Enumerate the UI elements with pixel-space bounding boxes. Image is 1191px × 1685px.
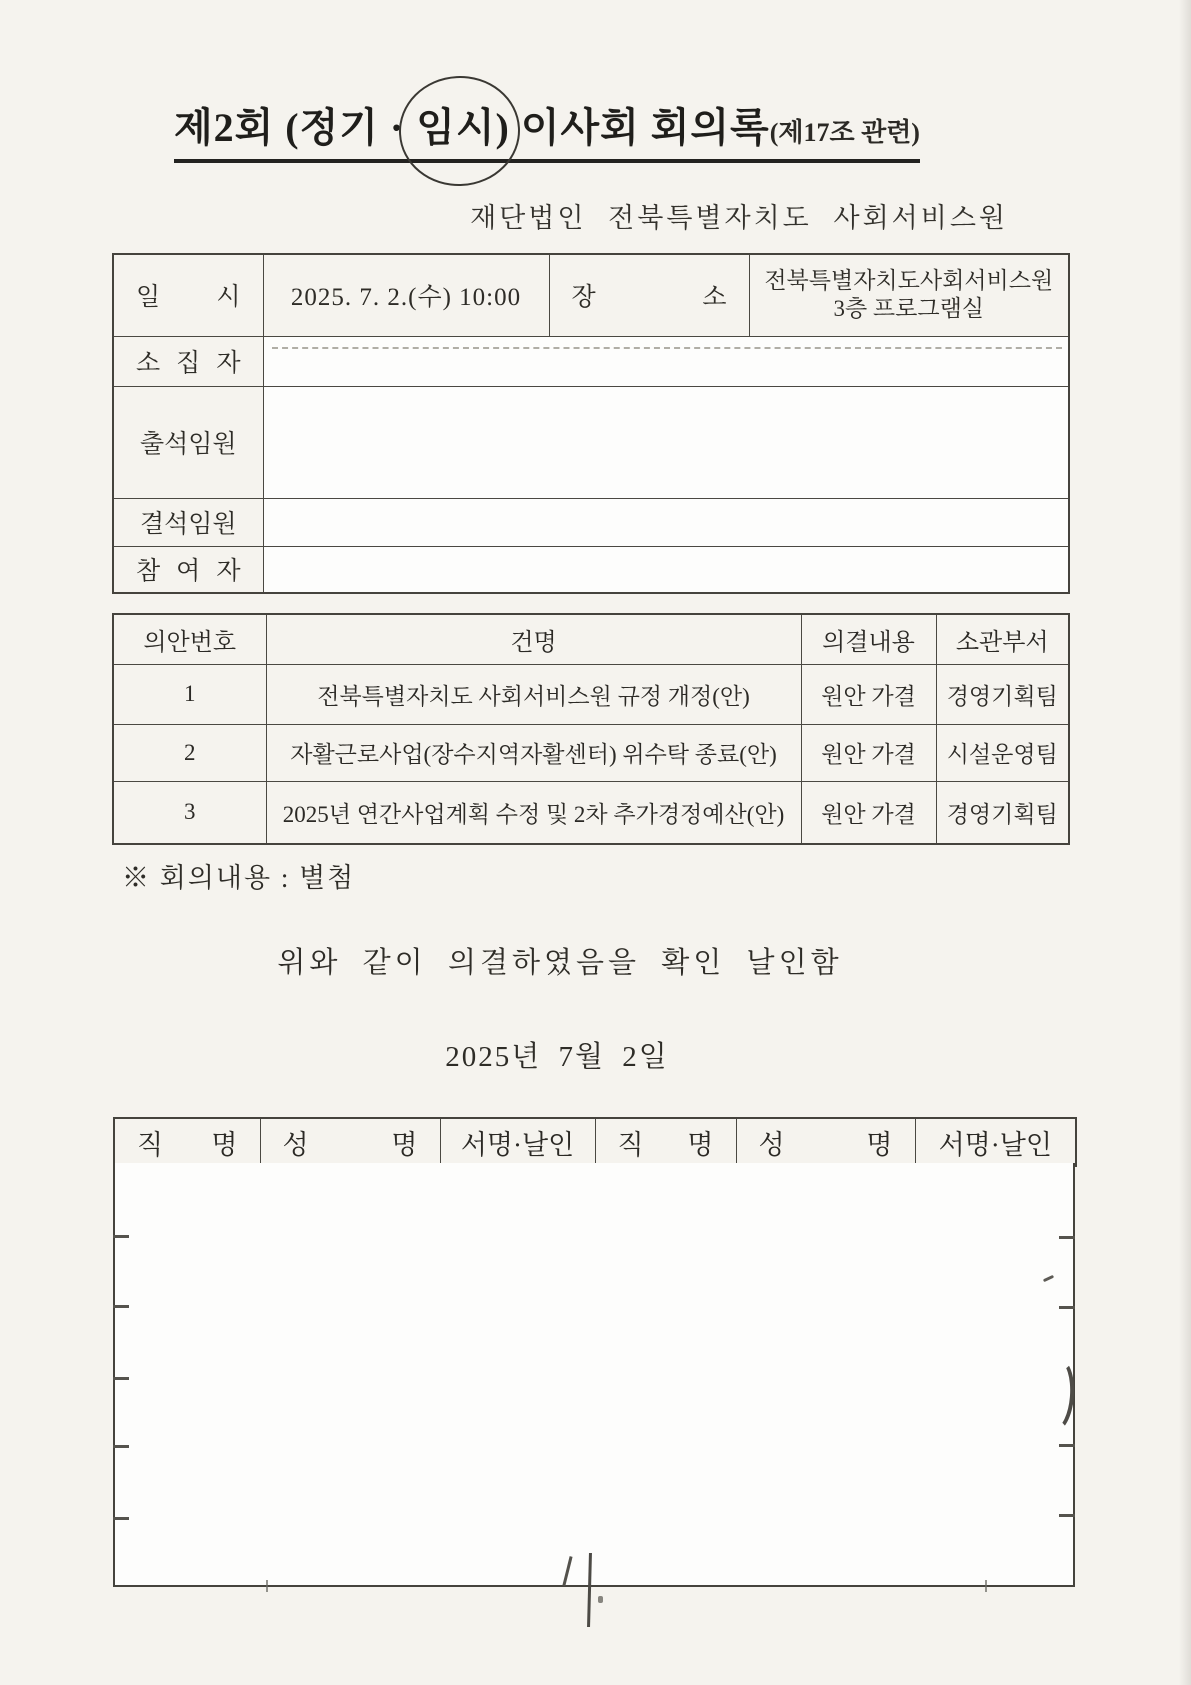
scan-artifact-tick: [113, 1445, 129, 1448]
scan-artifact-nub: [985, 1580, 987, 1592]
meeting-info-table: [112, 253, 1070, 594]
col-header-department: 소관부서: [936, 614, 1069, 664]
title-circled-text: 임시: [416, 105, 496, 150]
scan-artifact-pen-stroke: [587, 1553, 592, 1627]
convener-value-redacted: [263, 336, 1069, 386]
title-article-note: (제17조 관련): [769, 118, 920, 147]
confirmation-statement: 위와 같이 의결하였음을 확인 날인함: [277, 947, 843, 979]
scan-artifact-nub: [266, 1580, 268, 1592]
datetime-label: 일 시: [113, 254, 263, 336]
signature-area-redacted: [113, 1163, 1075, 1587]
col-header-resolution: 의결내용: [801, 614, 936, 664]
col-header-agenda-no: 의안번호: [113, 614, 266, 664]
convener-label: 소 집 자: [113, 336, 263, 386]
table-row: [113, 498, 1069, 546]
scan-artifact-tick: [113, 1517, 129, 1520]
location-line1: 전북특별자치도사회서비스원: [764, 267, 1054, 293]
agenda-header-row: [113, 614, 1069, 664]
page-title: [174, 96, 920, 163]
col-header-agenda-title: 건명: [266, 614, 801, 664]
document-date: 2025년 7월 2일: [445, 1041, 669, 1073]
location-value: [749, 254, 1069, 336]
absent-officers-value-redacted: [263, 498, 1069, 546]
scan-edge-shadow: [1179, 0, 1191, 1685]
participants-label: 참 여 자: [113, 546, 263, 593]
col-header-position-2: 직 명: [595, 1118, 736, 1166]
col-header-name-2: 성 명: [736, 1118, 915, 1166]
attending-officers-label: 출석임원: [113, 386, 263, 498]
table-row: [113, 386, 1069, 498]
datetime-value: 2025. 7. 2.(수) 10:00: [263, 254, 549, 336]
agenda-resolution: 원안 가결: [801, 781, 936, 844]
agenda-table: [112, 613, 1070, 845]
redaction-remnant-dashed-line: [272, 347, 1062, 349]
location-label: 장 소: [549, 254, 749, 336]
absent-officers-label: 결석임원: [113, 498, 263, 546]
table-row: [113, 254, 1069, 336]
scan-artifact-tick: [113, 1305, 129, 1308]
organization-name: 재단법인 전북특별자치도 사회서비스원: [470, 203, 1008, 233]
signature-table: [113, 1117, 1077, 1167]
agenda-no: 3: [113, 781, 266, 844]
col-header-signature-2: 서명·날인: [915, 1118, 1076, 1166]
agenda-department: 시설운영팀: [936, 724, 1069, 781]
scan-artifact-tick: [113, 1377, 129, 1380]
scan-artifact-tick: [1059, 1444, 1075, 1447]
location-line2: 3층 프로그램실: [833, 296, 985, 322]
agenda-resolution: 원안 가결: [801, 724, 936, 781]
scan-artifact-tick: [113, 1235, 129, 1238]
scan-artifact-tick: [1059, 1236, 1075, 1239]
agenda-department: 경영기획팀: [936, 781, 1069, 844]
agenda-row: [113, 664, 1069, 724]
col-header-position-1: 직 명: [114, 1118, 260, 1166]
title-prefix: 제2회 (정기 ·: [174, 105, 405, 150]
agenda-resolution: 원안 가결: [801, 664, 936, 724]
agenda-title: 자활근로사업(장수지역자활센터) 위수탁 종료(안): [266, 724, 801, 781]
scan-artifact-tick: [1059, 1306, 1075, 1309]
title-main: [174, 105, 770, 150]
signature-header-row: [114, 1118, 1076, 1166]
scan-artifact-speck: [598, 1596, 603, 1603]
attending-officers-value-redacted: [263, 386, 1069, 498]
title-circled-word: [416, 96, 495, 153]
col-header-signature-1: 서명·날인: [440, 1118, 595, 1166]
scan-artifact-tick: [1059, 1514, 1075, 1517]
table-row: [113, 336, 1069, 386]
agenda-row: [113, 781, 1069, 844]
agenda-title: 전북특별자치도 사회서비스원 규정 개정(안): [266, 664, 801, 724]
agenda-row: [113, 724, 1069, 781]
participants-value-redacted: [263, 546, 1069, 593]
meeting-content-note: ※ 회의내용 : 별첨: [122, 863, 356, 893]
table-row: [113, 546, 1069, 593]
agenda-no: 2: [113, 724, 266, 781]
title-suffix: ) 이사회 회의록: [495, 105, 770, 150]
col-header-name-1: 성 명: [260, 1118, 440, 1166]
agenda-no: 1: [113, 664, 266, 724]
agenda-title: 2025년 연간사업계획 수정 및 2차 추가경정예산(안): [266, 781, 801, 844]
agenda-department: 경영기획팀: [936, 664, 1069, 724]
